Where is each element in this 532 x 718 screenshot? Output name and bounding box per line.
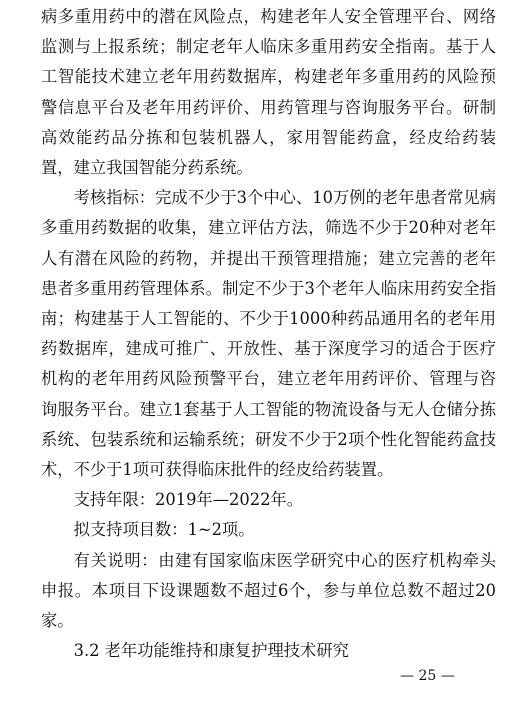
body-paragraph-support-period: 支持年限：2019年—2022年。 xyxy=(73,490,303,510)
body-paragraph-assessment: 考核指标：完成不少于3个中心、10万例的老年患者常见病多重用药数据的收集，建立评估方法，筛选不少于20种对老年人有潜在风险的药物，并提出干预管理措施；建立完善的老年患者多重用药管理体系。制定不少于3个老年人临床用药安全指南；构建基于人工智能的、不少于1000种药品通用名的老年用药数据库，建成可推广、开放性、基于深度学习的适合于医疗机构的老年用药风险预警平台，建立老年用药评价、管理与咨询服务平台。建立1套基于人工智能的物流设备与无人仓储分拣系统、包装系统和运输系统；研发不少于2项个性化智能药盒技术，不少于1项可获得临床批件的经皮给药装置。 xyxy=(41,188,496,480)
body-paragraph-notes: 有关说明：由建有国家临床医学研究中心的医疗机构牵头申报。本项目下设课题数不超过6个，参与单位总数不超过20家。 xyxy=(41,550,496,631)
document-body xyxy=(41,2,496,666)
body-paragraph-project-count: 拟支持项目数：1~2项。 xyxy=(73,520,255,540)
page-number: — 25 — xyxy=(400,668,455,684)
body-paragraph-1: 病多重用药中的潜在风险点，构建老年人安全管理平台、网络监测与上报系统；制定老年人临床多重用药安全指南。基于人工智能技术建立老年用药数据库，构建老年多重用药的风险预警信息平台及老年用药评价、用药管理与咨询服务平台。研制高效能药品分拣和包装机器人，家用智能药盒，经皮给药装置，建立我国智能分药系统。 xyxy=(41,7,496,178)
section-heading: 3.2 老年功能维持和康复护理技术研究 xyxy=(73,641,349,661)
